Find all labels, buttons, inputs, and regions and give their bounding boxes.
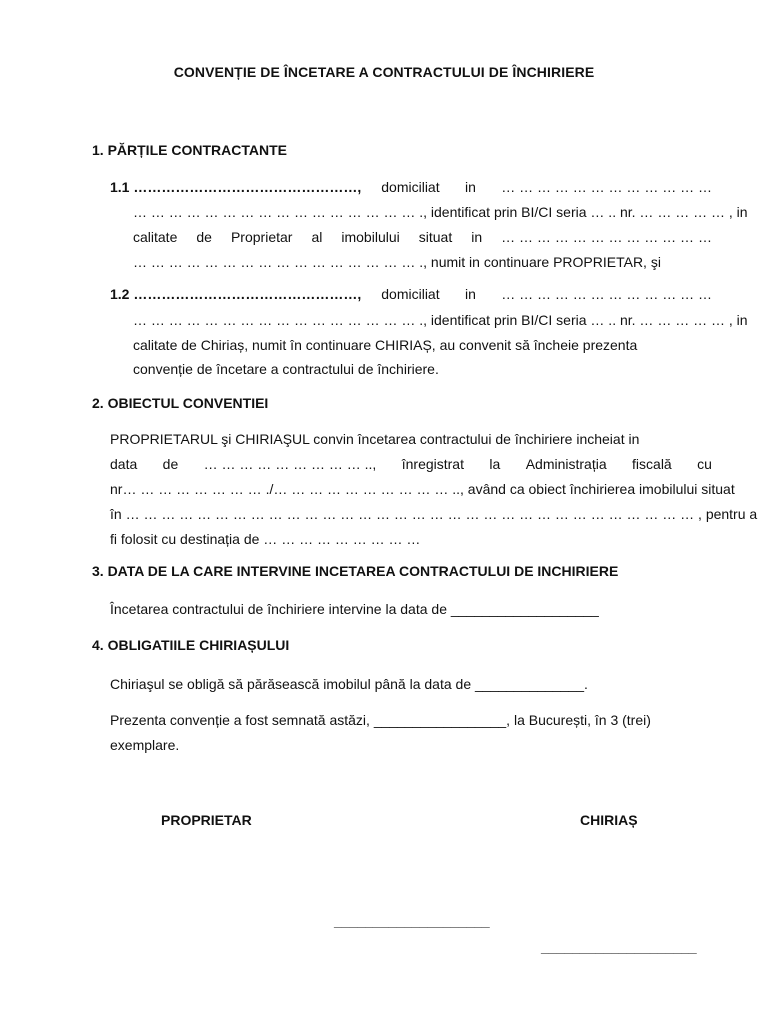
- word: cu: [697, 456, 712, 472]
- section-2-heading: 2. OBIECTUL CONVENTIEI: [92, 395, 269, 411]
- word: de: [196, 229, 212, 245]
- word: domiciliat: [381, 179, 440, 195]
- word: înregistrat: [401, 456, 464, 472]
- party-2-number: 1.2 …………………………………………,: [110, 286, 362, 302]
- closing-line-1: Prezenta convenție a fost semnată astăzi, _________________, la București, în 3 (trei): [110, 712, 651, 728]
- tenant-signature-label: CHIRIAȘ: [580, 812, 638, 828]
- object-line-1: PROPRIETARUL şi CHIRIAŞUL convin încetarea contractului de închiriere incheiat in: [110, 431, 640, 447]
- section-1-heading: 1. PĂRȚILE CONTRACTANTE: [92, 142, 287, 158]
- party-1-number: 1.1 …………………………………………,: [110, 179, 362, 195]
- party-2-line-3: calitate de Chiriaș, numit în continuare CHIRIAȘ, au convenit să încheie prezenta: [133, 337, 638, 353]
- section-3-heading: 3. DATA DE LA CARE INTERVINE INCETAREA CONTRACTULUI DE INCHIRIERE: [92, 563, 619, 579]
- object-line-4: în … … … … … … … … … … … … … … … … … … … … … … … … … … … … … … … … , pentru a: [110, 506, 758, 522]
- word: situat: [418, 229, 453, 245]
- party-1-line-2: … … … … … … … … … … … … … … … … ., identificat prin BI/CI seria … .. nr. … … … … … , in: [133, 204, 748, 220]
- word: al: [311, 229, 323, 245]
- document-title: CONVENȚIE DE ÎNCETARE A CONTRACTULUI DE ÎNCHIRIERE: [173, 64, 595, 80]
- word: la: [489, 456, 501, 472]
- word: data: [110, 456, 138, 472]
- word: in: [471, 229, 483, 245]
- obligation-line: Chiriaşul se obligă să părăsească imobilul până la data de ______________.: [110, 676, 588, 692]
- party-1-line-4: … … … … … … … … … … … … … … … … ., numit in continuare PROPRIETAR, şi: [133, 254, 661, 270]
- word: calitate: [133, 229, 178, 245]
- object-line-2: [110, 456, 712, 472]
- party-1-line-1: [110, 179, 712, 195]
- section-4-heading: 4. OBLIGATIILE CHIRIAȘULUI: [92, 637, 290, 653]
- party-2-line-4: convenție de încetare a contractului de închiriere.: [133, 361, 439, 377]
- termination-date-line: Încetarea contractului de închiriere intervine la data de ___________________: [110, 601, 599, 617]
- landlord-signature-line: ____________________: [334, 913, 490, 929]
- tenant-signature-line: ____________________: [541, 939, 697, 955]
- placeholder-dots: … … … … … … … … … … … …: [501, 179, 712, 195]
- word: imobilului: [341, 229, 400, 245]
- landlord-signature-label: PROPRIETAR: [161, 812, 252, 828]
- party-1-line-3: [133, 229, 712, 245]
- party-2-line-1: [110, 286, 712, 302]
- object-line-5: fi folosit cu destinația de … … … … … … … … …: [110, 531, 421, 547]
- closing-line-2: exemplare.: [110, 737, 180, 753]
- party-2-line-2: … … … … … … … … … … … … … … … … ., identificat prin BI/CI seria … .. nr. … … … … … , in: [133, 312, 748, 328]
- word: fiscală: [632, 456, 672, 472]
- word: Proprietar: [230, 229, 293, 245]
- word: in: [464, 179, 476, 195]
- placeholder-dots: … … … … … … … … … ..,: [203, 456, 377, 472]
- word: Administrația: [525, 456, 607, 472]
- word: de: [162, 456, 179, 472]
- word: in: [464, 286, 476, 302]
- placeholder-dots: … … … … … … … … … … … …: [501, 286, 712, 302]
- placeholder-dots: … … … … … … … … … … … …: [501, 229, 712, 245]
- object-line-3: nr… … … … … … … … ./… … … … … … … … … … .., având ca obiect închirierea imobilului situat: [110, 481, 735, 497]
- word: domiciliat: [381, 286, 440, 302]
